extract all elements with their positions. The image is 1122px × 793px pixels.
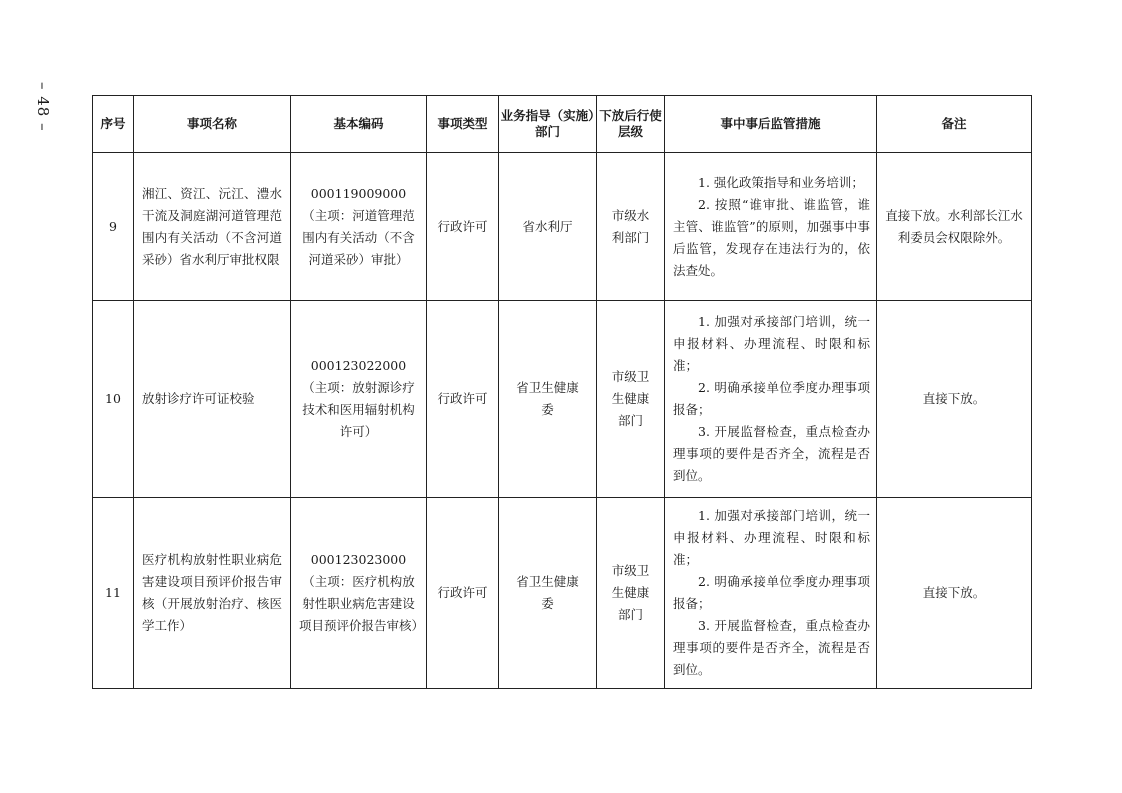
measure-item: 2. 明确承接单位季度办理事项报备； (673, 574, 870, 611)
row-note: 直接下放。 (877, 301, 1032, 498)
code-number: 000123022000 (310, 358, 407, 373)
row-note: 直接下放。 (877, 498, 1032, 689)
row-measures (665, 498, 877, 689)
header-measures: 事中事后监管措施 (665, 96, 877, 153)
code-main-item: （主项：河道管理范围内有关活动（不含河道采砂）审批） (302, 207, 415, 267)
code-main-item: （主项：医疗机构放射性职业病危害建设项目预评价报告审核） (299, 574, 425, 633)
header-code: 基本编码 (291, 96, 427, 153)
measure-item: 2. 按照“谁审批、谁监管，谁主管、谁监管”的原则，加强事中事后监管，发现存在违法行为的，依法查处。 (673, 196, 870, 278)
code-number: 000119009000 (310, 185, 407, 201)
measure-item: 1. 加强对承接部门培训，统一申报材料、办理流程、时限和标准； (673, 508, 870, 567)
row-type: 行政许可 (427, 498, 499, 689)
row-measures (665, 153, 877, 301)
measure-item: 3. 开展监督检查，重点检查办理事项的要件是否齐全，流程是否到位。 (673, 424, 870, 483)
table-header-row (93, 96, 1032, 153)
page-number: – 48 – (34, 82, 52, 132)
table-row (93, 153, 1032, 301)
measure-item: 2. 明确承接单位季度办理事项报备； (673, 380, 870, 417)
measure-item: 3. 开展监督检查，重点检查办理事项的要件是否齐全，流程是否到位。 (673, 618, 870, 677)
row-dept: 省水利厅 (499, 153, 597, 301)
header-dept: 业务指导（实施）部门 (499, 96, 597, 153)
header-name: 事项名称 (134, 96, 291, 153)
row-type: 行政许可 (427, 153, 499, 301)
row-seq: 11 (93, 498, 134, 689)
header-seq: 序号 (93, 96, 134, 153)
table-row (93, 301, 1032, 498)
row-code (291, 301, 427, 498)
row-seq: 9 (93, 153, 134, 301)
code-number: 000123023000 (310, 552, 407, 567)
header-type: 事项类型 (427, 96, 499, 153)
header-note: 备注 (877, 96, 1032, 153)
row-code (291, 498, 427, 689)
measure-item: 1. 加强对承接部门培训，统一申报材料、办理流程、时限和标准； (673, 314, 870, 373)
row-name: 医疗机构放射性职业病危害建设项目预评价报告审核（开展放射治疗、核医学工作） (134, 498, 291, 689)
row-level: 市级卫生健康部门 (597, 301, 665, 498)
measure-item: 1. 强化政策指导和业务培训； (698, 174, 864, 190)
row-name: 湘江、资江、沅江、澧水干流及洞庭湖河道管理范围内有关活动（不含河道采砂）省水利厅审批权限 (134, 153, 291, 301)
row-dept: 省卫生健康委 (499, 498, 597, 689)
delegation-table (92, 95, 1032, 689)
row-name: 放射诊疗许可证校验 (134, 301, 291, 498)
row-level: 市级水利部门 (597, 153, 665, 301)
row-type: 行政许可 (427, 301, 499, 498)
row-seq: 10 (93, 301, 134, 498)
header-level: 下放后行使层级 (597, 96, 665, 153)
code-main-item: （主项：放射源诊疗技术和医用辐射机构许可） (302, 380, 415, 439)
table-row (93, 498, 1032, 689)
row-level: 市级卫生健康部门 (597, 498, 665, 689)
row-measures (665, 301, 877, 498)
row-code (291, 153, 427, 301)
row-note: 直接下放。水利部长江水利委员会权限除外。 (877, 153, 1032, 301)
row-dept: 省卫生健康委 (499, 301, 597, 498)
